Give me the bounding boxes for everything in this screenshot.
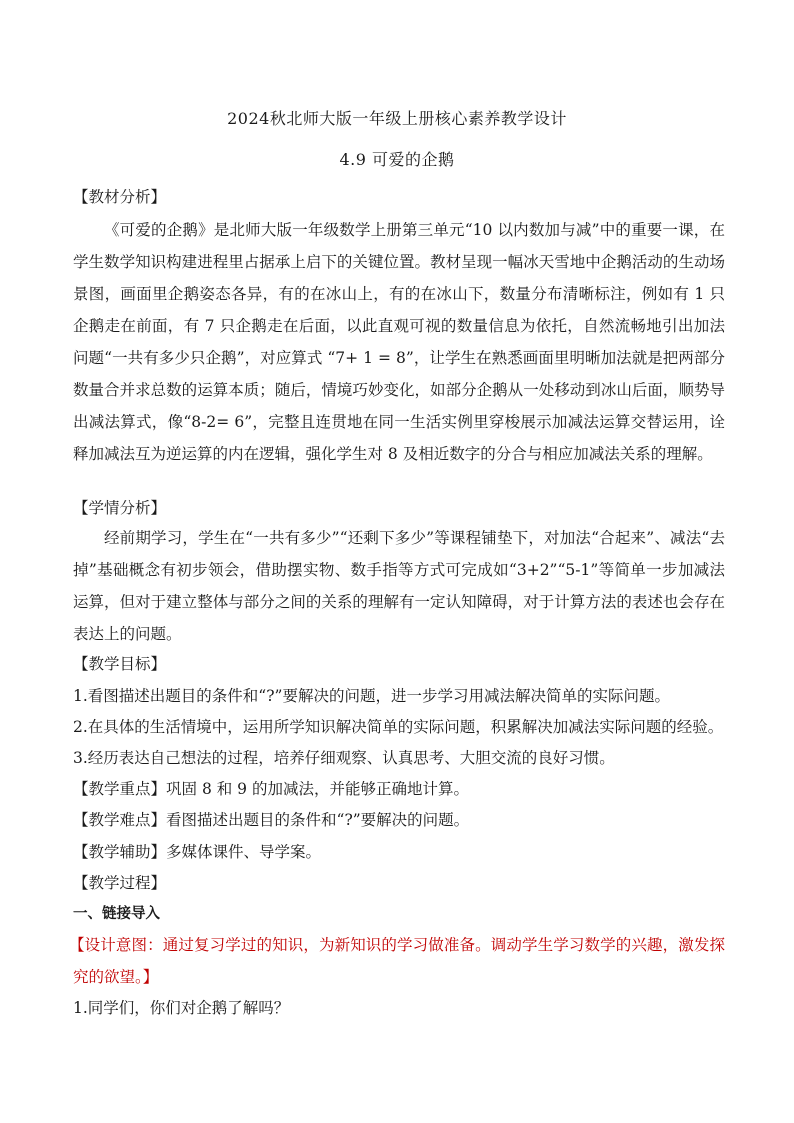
teaching-process-heading: 【教学过程】: [73, 874, 167, 892]
teaching-aids-label: 【教学辅助】: [73, 843, 167, 861]
step-1-heading: 一、链接导入: [73, 906, 160, 922]
design-intent: 【设计意图：通过复习学过的知识，为新知识的学习做准备。调动学生学习数学的兴趣，激发探究的欲望。】: [69, 936, 725, 986]
teaching-difficulty-label: 【教学难点】: [73, 811, 167, 829]
teaching-difficulty: [73, 810, 723, 830]
lesson-title: 4.9 可爱的企鹅: [339, 150, 455, 169]
teaching-key-point: [73, 779, 723, 799]
teaching-difficulty-text: 看图描述出题目的条件和“?”要解决的问题。: [166, 811, 470, 829]
teaching-aids-text: 多媒体课件、导学案。: [166, 843, 322, 861]
goal-item-3: 3.经历表达自己想法的过程，培养仔细观察、认真思考、大胆交流的良好习惯。: [73, 749, 615, 767]
goal-item-1: 1.看图描述出题目的条件和“?”要解决的问题，进一步学习用减法解决简单的实际问题。: [73, 687, 670, 705]
question-1: 1.同学们，你们对企鹅了解吗？: [73, 999, 290, 1017]
material-analysis-text: 《可爱的企鹅》是北师大版一年级数学上册第三单元“10 以内数加与减”中的重要一课，在学生数学知识构建进程里占据承上启下的关键位置。教材呈现一幅冰天雪地中企鹅活动的生动场景图，画面里企鹅姿态各异，有的在冰山上，有的在冰山下，数量分布清晰标注，例如有 1 只企鹅走在前面，有 7 只企鹅走在后面，以此直观可视的数量信息为依托，自然流畅地引出加法问题“一共有多少只企鹅”，对应算式 “7+ 1 = 8”，让学生在熟悉画面里明晰加法就是把两部分数量合并求总数的运算本质；随后，情境巧妙变化，如部分企鹅从一处移动到冰山后面，顺势导出减法算式，像“8-2= 6”，完整且连贯地在同一生活实例里穿梭展示加减法运算交替运用，诠释加减法互为逆运算的内在逻辑，强化学生对 8 及相近数字的分合与相应加减法关系的理解。: [73, 221, 725, 463]
material-analysis-heading: 【教材分析】: [73, 188, 167, 206]
teaching-goals-heading: 【教学目标】: [73, 655, 167, 673]
teaching-key-text: 巩固 8 和 9 的加减法，并能够正确地计算。: [166, 780, 469, 798]
student-analysis-text: 经前期学习，学生在“一共有多少”“还剩下多少”等课程铺垫下，对加法“合起来”、减法“去掉”基础概念有初步领会，借助摆实物、数手指等方式可完成如“3+2”“5-1”等简单一步加减法运算，但对于建立整体与部分之间的关系的理解有一定认知障碍，对于计算方法的表述也会存在表达上的问题。: [73, 529, 725, 643]
document-title: 2024秋北师大版一年级上册核心素养教学设计: [227, 109, 567, 128]
student-analysis-heading: 【学情分析】: [73, 499, 167, 517]
teaching-key-label: 【教学重点】: [73, 780, 167, 798]
goal-item-2: 2.在具体的生活情境中，运用所学知识解决简单的实际问题，积累解决加减法实际问题的经验。: [73, 718, 724, 736]
teaching-aids: [73, 842, 723, 862]
